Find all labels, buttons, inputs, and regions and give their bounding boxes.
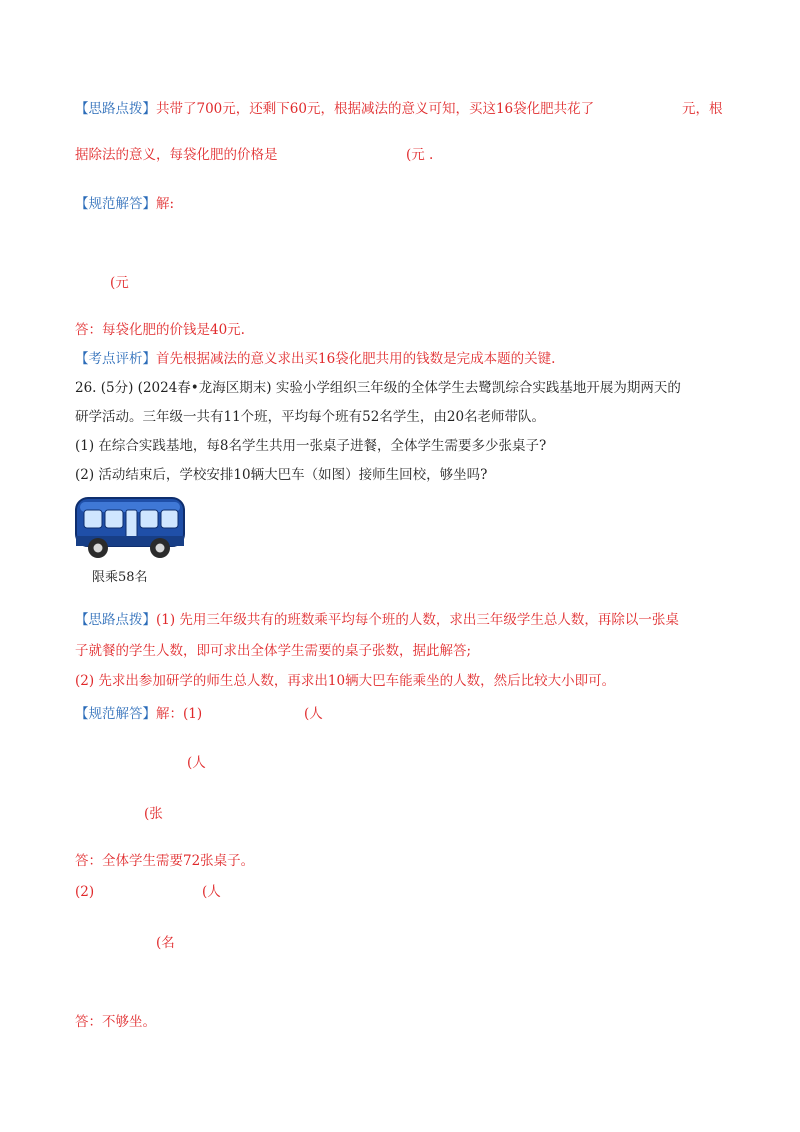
q26-unit-zhang: (张 (144, 806, 163, 822)
q26-header-line2: 研学活动。三年级一共有11个班，平均每个班有52名学生，由20名老师带队。 (75, 409, 546, 425)
bus-image (74, 496, 186, 562)
q25-answer-line (75, 195, 174, 213)
q25-calc-unit: (元 (110, 275, 129, 291)
q25-hint-line1-tail: 元，根 (682, 101, 723, 117)
q25-final-answer: 答：每袋化肥的价钱是40元. (75, 322, 245, 338)
q26-header-line1: 26. (5分) (2024春•龙海区期末) 实验小学组织三年级的全体学生去鹭凯综合实践基地开展为期两天的 (75, 380, 681, 396)
q26-unit-person-2: (人 (187, 755, 206, 771)
q25-answer-intro: 解: (156, 196, 175, 212)
answer-label-2: 【规范解答】 (75, 706, 156, 722)
q26-hint-line1 (75, 611, 679, 629)
q26-unit-person-1: (人 (304, 706, 323, 722)
q25-review-text: 首先根据减法的意义求出买16袋化肥共用的钱数是完成本题的关键. (156, 351, 556, 367)
hint-label: 【思路点拨】 (75, 101, 156, 117)
q26-subquestion-2: (2) 活动结束后，学校安排10辆大巴车（如图）接师生回校，够坐吗? (75, 467, 488, 483)
q25-hint-line1 (75, 100, 594, 118)
q26-answer-line (75, 705, 202, 723)
q26-hint-text-1: (1) 先用三年级共有的班数乘平均每个班的人数，求出三年级学生总人数，再除以一张桌 (156, 612, 679, 628)
q26-subquestion-1: (1) 在综合实践基地，每8名学生共用一张桌子进餐，全体学生需要多少张桌子? (75, 438, 547, 454)
hint-label-2: 【思路点拨】 (75, 612, 156, 628)
answer-label: 【规范解答】 (75, 196, 156, 212)
bus-capacity-caption: 限乘58名 (92, 570, 148, 585)
q26-hint-line3: (2) 先求出参加研学的师生总人数，再求出10辆大巴车能乘坐的人数，然后比较大小即可。 (75, 673, 616, 689)
q25-hint-line2: 据除法的意义，每袋化肥的价格是 (75, 147, 278, 163)
review-label: 【考点评析】 (75, 351, 156, 367)
q26-part2-label: (2) (75, 884, 95, 900)
q25-hint-line2-tail: (元 . (406, 147, 434, 163)
q25-hint-text-1: 共带了700元，还剩下60元，根据减法的意义可知，买这16袋化肥共花了 (156, 101, 595, 117)
q26-final-answer-1: 答：全体学生需要72张桌子。 (75, 853, 255, 869)
q26-unit-person-3: (人 (202, 884, 221, 900)
q26-unit-ming: (名 (156, 935, 175, 951)
q25-review-line (75, 350, 555, 368)
q26-answer-intro: 解：(1) (156, 706, 203, 722)
q26-final-answer-2: 答：不够坐。 (75, 1014, 156, 1030)
q26-hint-line2: 子就餐的学生人数，即可求出全体学生需要的桌子张数，据此解答; (75, 643, 472, 659)
